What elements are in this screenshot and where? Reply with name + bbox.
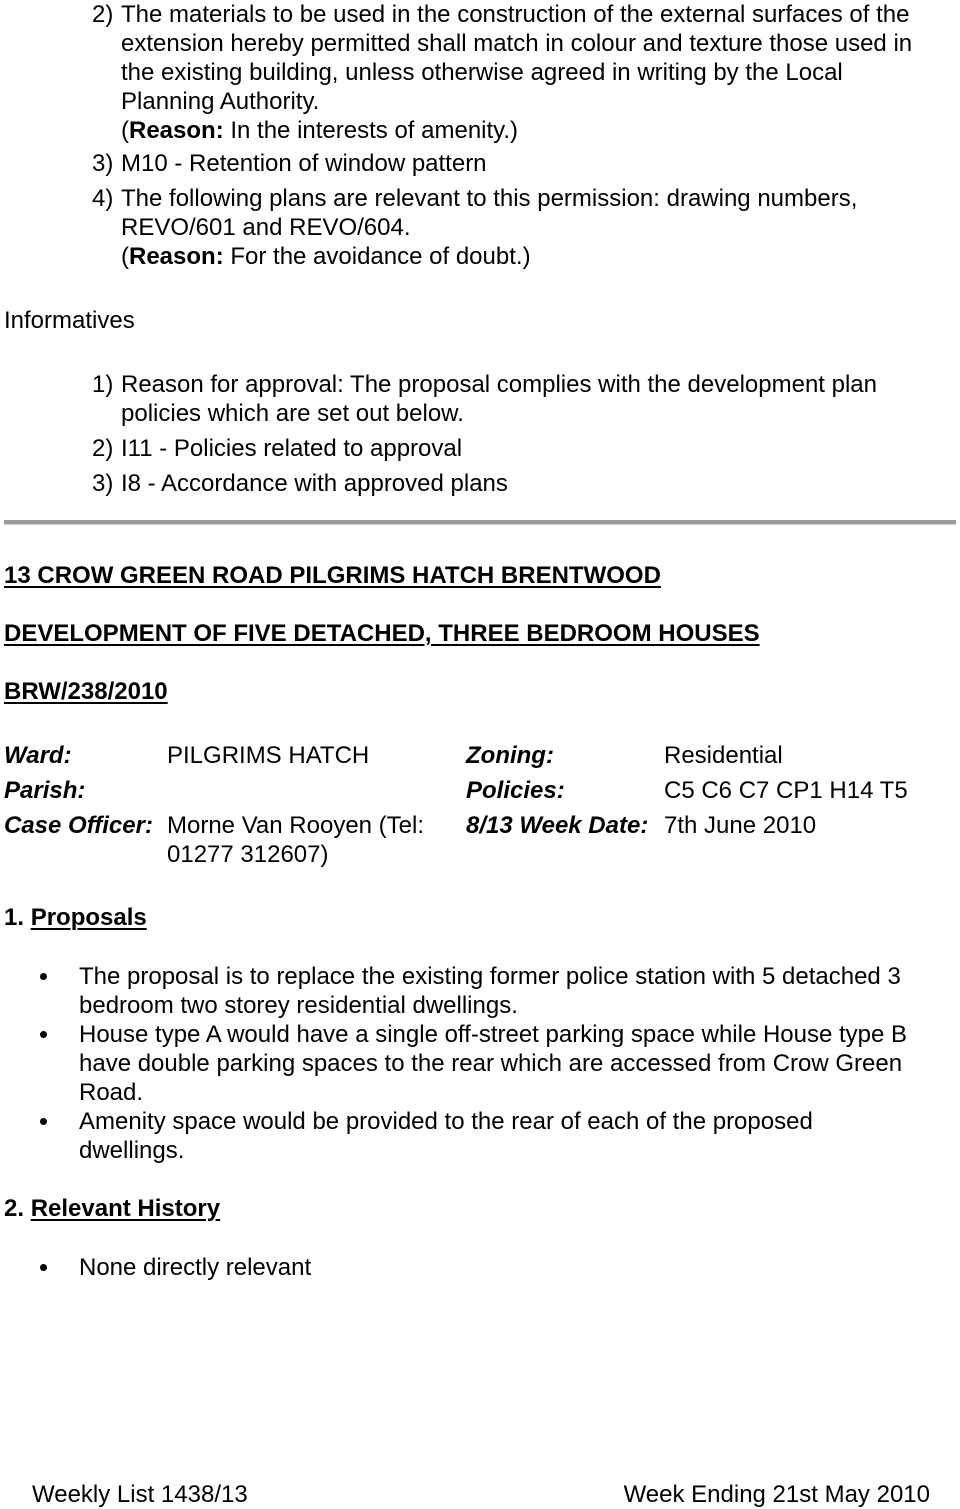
week-date-label: 8/13 Week Date:	[466, 812, 649, 839]
reason-text: In the interests of amenity.	[223, 117, 511, 144]
informative-2-text: I11 - Policies related to approval	[121, 435, 463, 462]
informatives-heading: Informatives	[4, 307, 135, 334]
case-officer-value-line-2: 01277 312607)	[167, 841, 329, 868]
bullet-icon	[40, 1031, 47, 1038]
condition-4-line-2: REVO/601 and REVO/604.	[121, 214, 411, 241]
informative-3-number: 3)	[92, 470, 114, 497]
proposals-heading	[4, 903, 147, 932]
reason-text: For the avoidance of doubt.	[223, 243, 523, 270]
informative-2-number: 2)	[92, 435, 114, 462]
footer-week-ending: Week Ending 21st May 2010	[623, 1481, 930, 1508]
application-address: 13 CROW GREEN ROAD PILGRIMS HATCH BRENTWOOD	[4, 562, 661, 589]
condition-4-line-1: The following plans are relevant to this permission: drawing numbers,	[121, 185, 858, 212]
proposals-number: 1.	[4, 904, 31, 931]
zoning-label: Zoning:	[466, 742, 554, 769]
policies-label: Policies:	[466, 777, 565, 804]
condition-4-reason	[121, 242, 531, 271]
history-number: 2.	[4, 1195, 31, 1222]
condition-4-number: 4)	[92, 185, 114, 212]
application-description: DEVELOPMENT OF FIVE DETACHED, THREE BEDROOM HOUSES	[4, 620, 760, 647]
case-officer-label: Case Officer:	[4, 812, 153, 839]
ward-label: Ward:	[4, 742, 72, 769]
bullet-icon	[40, 1118, 47, 1125]
proposals-title: Proposals	[30, 904, 147, 931]
condition-2-line-4: Planning Authority.	[121, 88, 320, 115]
condition-2-reason	[121, 116, 518, 145]
reason-close-paren: )	[522, 243, 531, 270]
proposal-bullet-2-line-1: House type A would have a single off-street parking space while House type B	[79, 1021, 908, 1048]
condition-2-number: 2)	[92, 1, 114, 28]
reason-open-paren: (	[121, 243, 129, 270]
policies-value: C5 C6 C7 CP1 H14 T5	[664, 777, 908, 804]
section-divider	[4, 520, 956, 525]
proposal-bullet-2-line-3: Road.	[79, 1079, 144, 1106]
condition-2-line-2: extension hereby permitted shall match in colour and texture those used in	[121, 30, 913, 57]
reason-open-paren: (	[121, 117, 129, 144]
proposal-bullet-3-line-1: Amenity space would be provided to the rear of each of the proposed	[79, 1108, 813, 1135]
proposal-bullet-2-line-2: have double parking spaces to the rear which are accessed from Crow Green	[79, 1050, 903, 1077]
condition-3-number: 3)	[92, 150, 114, 177]
application-reference: BRW/238/2010	[4, 678, 168, 705]
zoning-value: Residential	[664, 742, 783, 769]
week-date-value: 7th June 2010	[664, 812, 817, 839]
informative-1-line-1: Reason for approval: The proposal complies with the development plan	[121, 371, 877, 398]
proposal-bullet-1-line-1: The proposal is to replace the existing former police station with 5 detached 3	[79, 963, 901, 990]
informative-1-number: 1)	[92, 371, 114, 398]
ward-value: PILGRIMS HATCH	[167, 742, 370, 769]
reason-close-paren: )	[510, 117, 519, 144]
condition-2-line-3: the existing building, unless otherwise agreed in writing by the Local	[121, 59, 843, 86]
history-title: Relevant History	[30, 1195, 221, 1222]
condition-3-text: M10 - Retention of window pattern	[121, 150, 487, 177]
history-bullet-1: None directly relevant	[79, 1254, 312, 1281]
footer-weekly-list: Weekly List 1438/13	[32, 1481, 248, 1508]
proposal-bullet-3-line-2: dwellings.	[79, 1137, 185, 1164]
bullet-icon	[40, 1264, 47, 1271]
proposal-bullet-1-line-2: bedroom two storey residential dwellings.	[79, 992, 518, 1019]
informative-3-text: I8 - Accordance with approved plans	[121, 470, 508, 497]
case-officer-value-line-1: Morne Van Rooyen (Tel:	[167, 812, 425, 839]
history-heading	[4, 1194, 220, 1223]
parish-label: Parish:	[4, 777, 86, 804]
reason-label: Reason:	[129, 117, 224, 144]
informative-1-line-2: policies which are set out below.	[121, 400, 464, 427]
reason-label: Reason:	[129, 243, 224, 270]
condition-2-line-1: The materials to be used in the construction of the external surfaces of the	[121, 1, 910, 28]
bullet-icon	[40, 973, 47, 980]
